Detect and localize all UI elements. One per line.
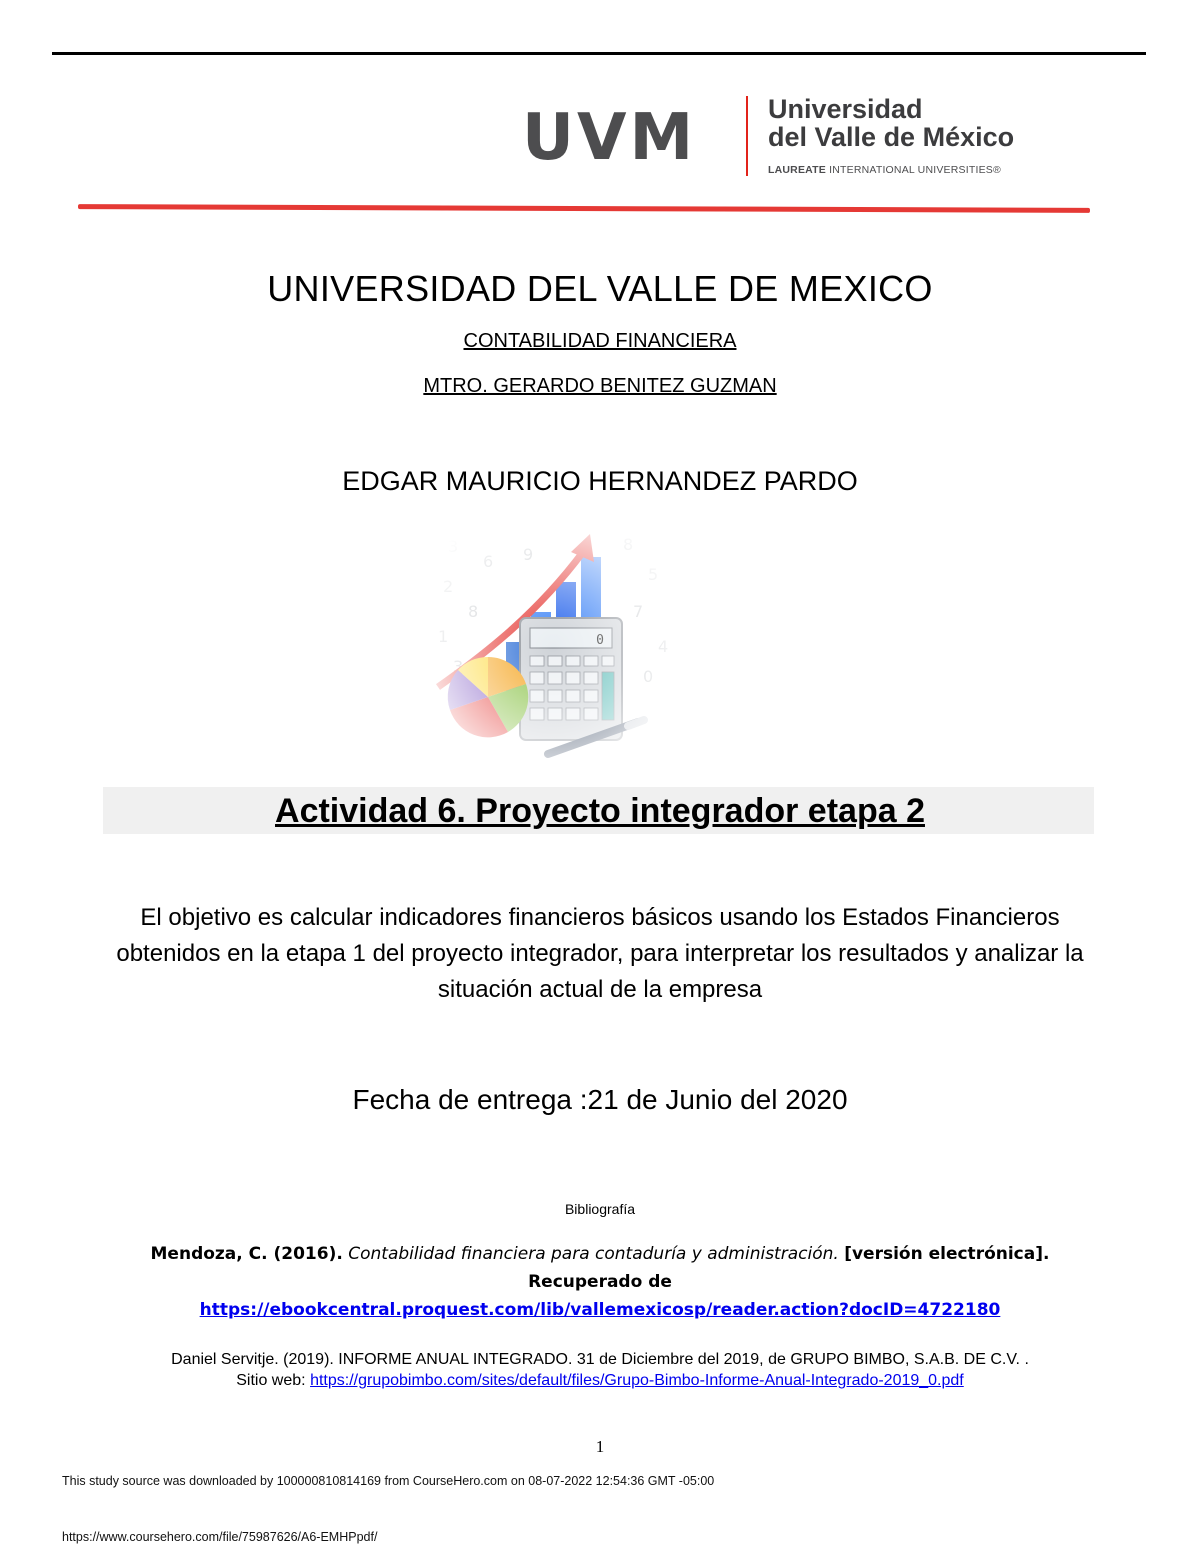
- bibliography-heading: Bibliografía: [564, 1201, 636, 1217]
- source-url: https://www.coursehero.com/file/75987626/A6-EMHPpdf/: [62, 1530, 378, 1544]
- uvm-logo: [520, 92, 1040, 187]
- logo-tagline-rest: INTERNATIONAL UNIVERSITIES®: [826, 164, 1001, 176]
- logo-tagline: [768, 164, 1001, 176]
- ref1-author-year: Mendoza, C. (2016).: [150, 1244, 343, 1264]
- ref1-link[interactable]: https://ebookcentral.proquest.com/lib/vallemexicosp/reader.action?docID=4722180: [199, 1300, 1001, 1320]
- activity-title: Actividad 6. Proyecto integrador etapa 2: [275, 792, 925, 830]
- objective-paragraph: El objetivo es calcular indicadores financieros básicos usando los Estados Financieros obtenidos en la etapa 1 del proyecto integrador, para interpretar los resultados y analizar la situación actual de la empresa: [116, 904, 1084, 1003]
- ref2-link[interactable]: https://grupobimbo.com/sites/default/files/Grupo-Bimbo-Informe-Anual-Integrado-2019_0.pdf: [310, 1372, 964, 1389]
- ref2-site-label: Sitio web:: [236, 1372, 306, 1389]
- university-title: UNIVERSIDAD DEL VALLE DE MEXICO: [267, 268, 933, 309]
- ref1-rest: [versión electrónica]. Recuperado de: [528, 1244, 1050, 1292]
- reference-mendoza: [100, 1240, 1100, 1324]
- logo-tagline-bold: LAUREATE: [768, 164, 826, 176]
- logo-divider: [746, 96, 748, 176]
- logo-mark: UVM: [522, 101, 697, 175]
- ref2-text: Daniel Servitje. (2019). INFORME ANUAL INTEGRADO. 31 de Diciembre del 2019, de GRUPO BIMBO, S.A.B. DE C.V. .: [171, 1351, 1029, 1368]
- reference-bimbo: [100, 1349, 1100, 1391]
- finance-calculator-chart-illustration: [428, 522, 678, 772]
- logo-name-line2: del Valle de México: [768, 122, 1015, 152]
- logo-name-line1: Universidad: [768, 94, 923, 124]
- download-note: This study source was downloaded by 100000810814169 from CourseHero.com on 08-07-2022 12:54:36 GMT -05:00: [62, 1474, 715, 1488]
- ref1-title: Contabilidad financiera para contaduría y administración.: [348, 1244, 839, 1264]
- red-divider: [78, 204, 1090, 213]
- student-name: EDGAR MAURICIO HERNANDEZ PARDO: [342, 466, 858, 496]
- page-number: 1: [595, 1437, 605, 1456]
- top-divider: [52, 52, 1146, 55]
- teacher-name: MTRO. GERARDO BENITEZ GUZMAN: [423, 375, 777, 397]
- due-date: Fecha de entrega :21 de Junio del 2020: [352, 1084, 848, 1115]
- course-name: CONTABILIDAD FINANCIERA: [463, 330, 737, 352]
